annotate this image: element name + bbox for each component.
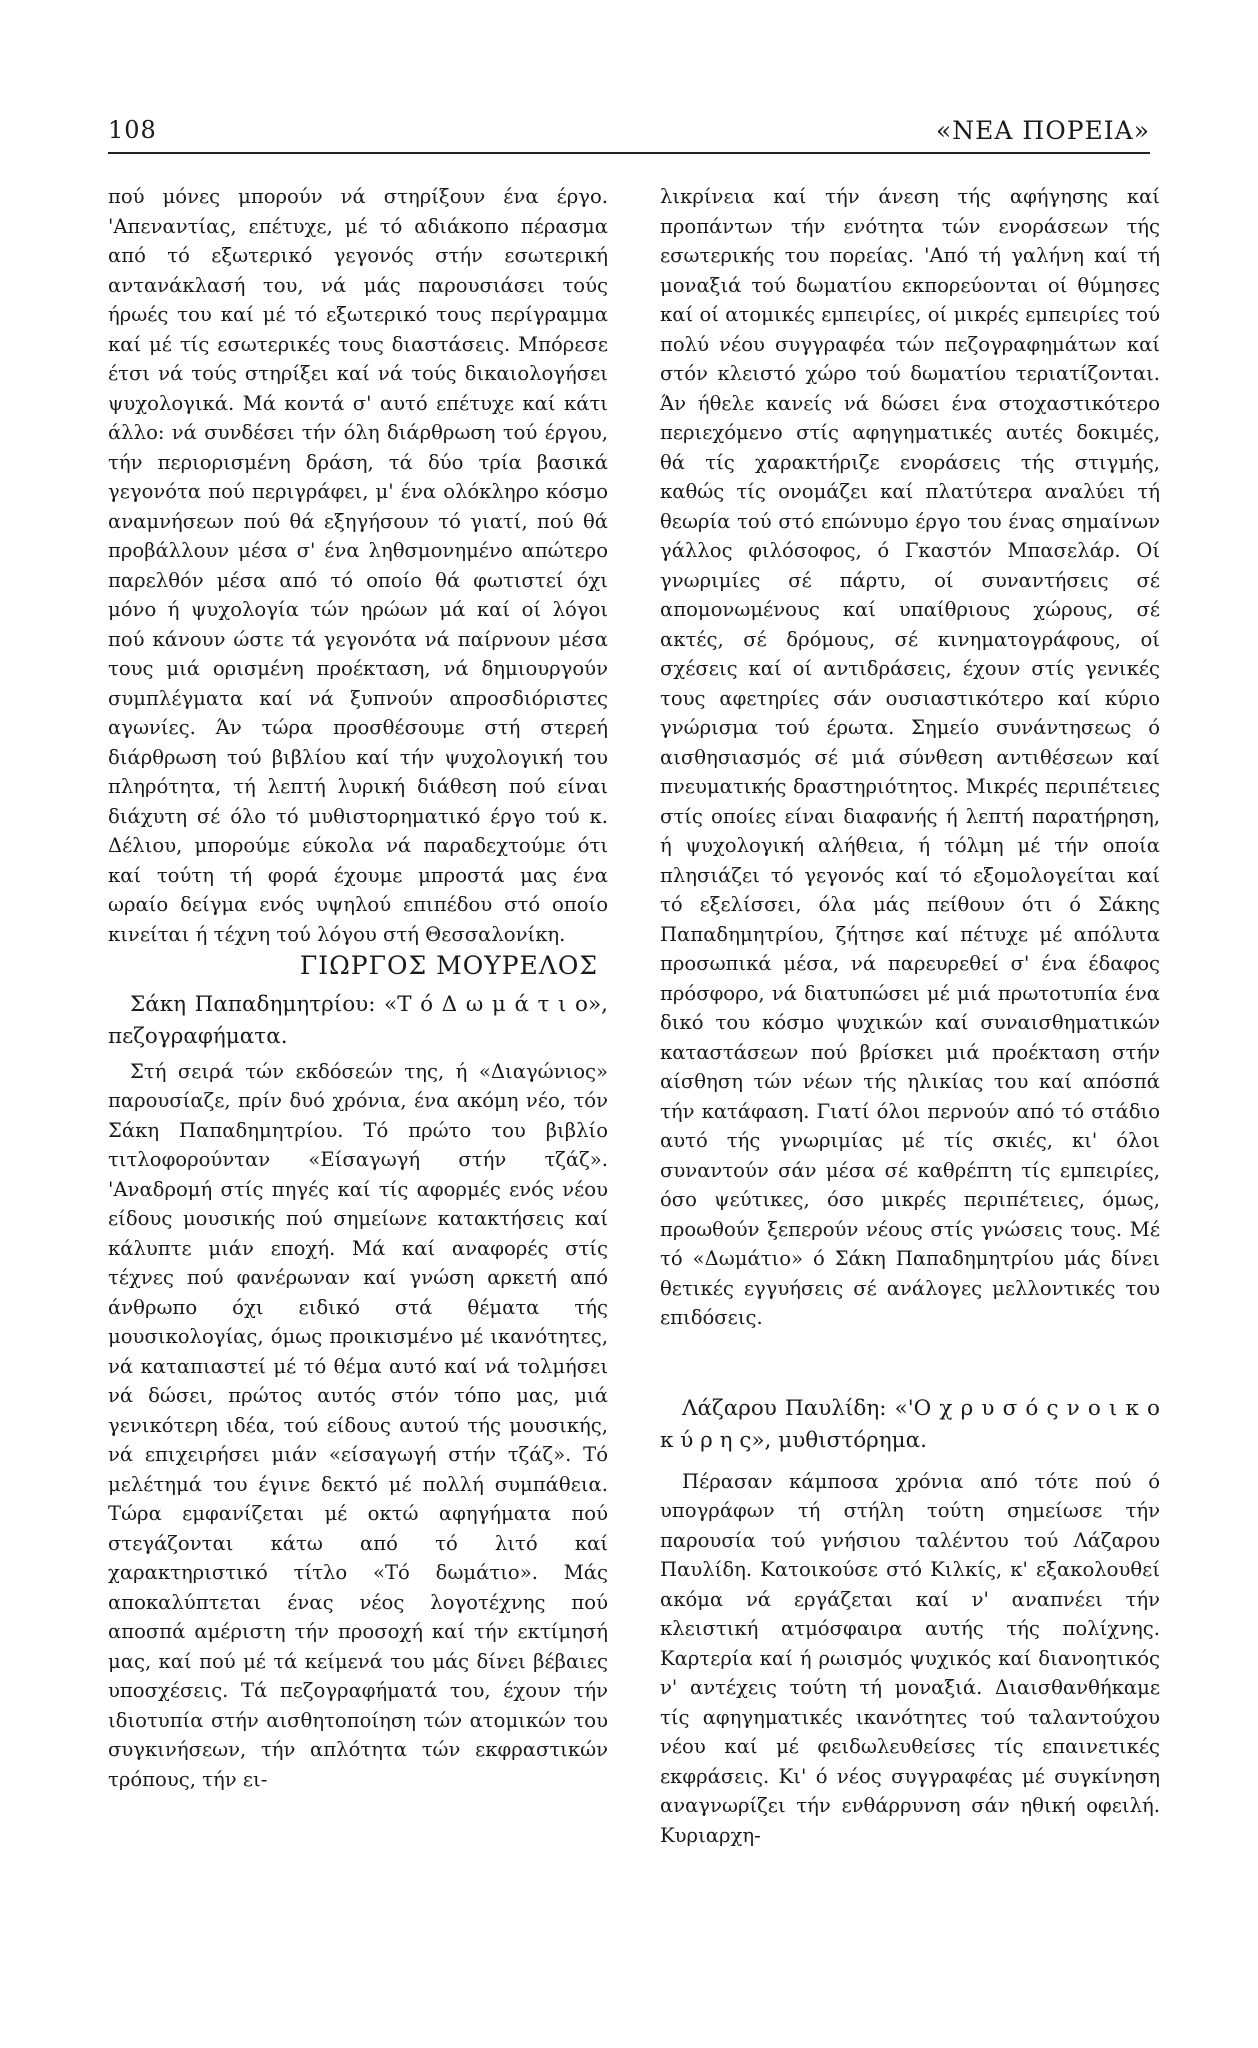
review-title-papadimitriou: Σάκη Παπαδημητρίου: «Τ ό Δ ω μ ά τ ι ο», πεζογραφήματα. [108, 991, 608, 1049]
right-column [660, 182, 1160, 1850]
header-rule [108, 152, 1150, 154]
review-author: ΓΙΩΡΓΟΣ ΜΟΥΡΕΛΟΣ [299, 951, 598, 980]
right-paragraph-1: λικρίνεια καί τήν άνεση τής αφήγησης καί προπάντων τήν ενότητα τών ενοράσεων τής εσωτερικής του πορείας. 'Από τή γαλήνη καί τή μοναξιά τού δωματίου εκπορεύονται οί θύμησες καί οί ατομικές εμπειρίες, οί μικρές εμπειρίες τού πολύ νέου συγγραφέα τών πεζογραφημάτων καί στόν κλειστό χώρο τού δωματίου τεριατίζονται. Άν ήθελε κανείς νά δώσει ένα στοχαστικότερο περιεχόμενο στίς αφηγηματικές αυτές δοκιμές, θά τίς χαρακτήριζε ενοράσεις τής στιγμής, καθώς τίς ονομάζει καί πλατύτερα αναλύει τή θεωρία τού στό επώνυμο έργο του ένας σημαίνων γάλλος φιλόσοφος, ό Γκαστόν Μπασελάρ. Οί γνωριμίες σέ πάρτυ, οί συναντήσεις σέ απομονωμένους καί υπαίθριους χώρους, σέ ακτές, σέ δρόμους, σέ κινηματογράφους, οί σχέσεις καί οί αντιδράσεις, έχουν στίς γενικές τους αφετηρίες σάν ουσιαστικότερο καί κύριο γνώρισμα τού έρωτα. Σημείο συνάντησεως ό αισθησιασμός σέ μιά σύνθεση αντιθέσεων καί πνευματικής δραστηριότητος. Μικρές περιπέτειες στίς οποίες είναι διαφανής ή λεπτή παρατήρηση, ή ψυχολογική αλήθεια, ή τόλμη μέ τήν οποία πλησιάζει τό γεγονός καί τό εξομολογείται καί τό εξελίσσει, όλα μάς πείθουν ότι ό Σάκης Παπαδημητρίου, ζήτησε καί πέτυχε μέ απόλυτα προσωπικά μέσα, νά παρευρεθεί σ' ένα έδαφος πρόσφορο, νά διατυπώσει μέ μιά πρωτοτυπία ένα δικό του κόσμο ψυχικών καί συναισθηματικών καταστάσεων πού βρίσκει μιά προέκταση στήν αίσθηση τών νέων τής ηλικίας του καί απόσπά τήν κατάφαση. Γιατί όλοι περνούν από τό στάδιο αυτό τής γνωριμίας μέ τίς σκιές, κι' όλοι συναντούν σάν μέσα σέ καθρέπτη τίς εμπειρίες, όσο ψεύτικες, όσο μικρές περιπέτειες, όμως, προωθούν ξεπερούν νέους στίς γνώσεις τους. Μέ τό «Δωμάτιο» ό Σάκη Παπαδημητρίου μάς δίνει θετικές εγγυήσεις σέ ανάλογες μελλοντικές του επιδόσεις. [660, 185, 1160, 1329]
journal-title: «ΝΕΑ ΠΟΡΕΙΑ» [935, 116, 1150, 145]
left-paragraph-1: πού μόνες μπορούν νά στηρίξουν ένα έργο. 'Απεναντίας, επέτυχε, μέ τό αδιάκοπο πέρασμα από τό εξωτερικό γεγονός στήν εσωτερική αντανάκλασή του, νά μάς παρουσιάσει τούς ήρωές του καί μέ τό εξωτερικό τους περίγραμμα καί μέ τίς εσωτερικές τους διαστάσεις. Μπόρεσε έτσι νά τούς στηρίξει καί νά τούς δικαιολογήσει ψυχολογικά. Μά κοντά σ' αυτό επέτυχε καί κάτι άλλο: νά συνδέσει τήν όλη διάρθρωση τού έργου, τήν περιορισμένη δράση, τά δύο τρία βασικά γεγονότα πού περιγράφει, μ' ένα ολόκληρο κόσμο αναμνήσεων πού θά εξηγήσουν τό γιατί, πού θά προβάλλουν μέσα σ' ένα ληθσμονημένο απώτερο παρελθόν μέσα από τό οποίο θά φωτιστεί όχι μόνο ή ψυχολογία τών ηρώων μά καί οί λόγοι πού κάνουν ώστε τά γεγονότα νά παίρνουν μέσα τους μιά ορισμένη προέκταση, νά δημιουργούν συμπλέγματα καί νά ξυπνούν απροσδιόριστες αγωνίες. Άν τώρα προσθέσουμε στή στερεή διάρθρωση τού βιβλίου καί τήν ψυχολογική του πληρότητα, τή λεπτή λυρική διάθεση πού είναι διάχυτη σέ όλο τό μυθιστορηματικό έργο τού κ. Δέλιου, μπορούμε εύκολα νά παραδεχτούμε ότι καί τούτη τή φορά έχουμε μπροστά μας ένα ωραίο δείγμα ενός υψηλού επιπέδου στό οποίο κινείται ή τέχνη τού λόγου στή Θεσσαλονίκη. [108, 185, 608, 946]
review-title-pavlidis: Λάζαρου Παυλίδη: «'Ο χ ρ υ σ ό ς ν ο ι κ ο κ ύ ρ η ς», μυθιστόρημα. [660, 1395, 1160, 1453]
page-number: 108 [108, 116, 157, 144]
left-paragraph-2: Στή σειρά τών εκδόσεών της, ή «Διαγώνιος» παρουσίαζε, πρίν δυό χρόνια, ένα ακόμη νέο, τόν Σάκη Παπαδημητρίου. Τό πρώτο του βιβλίο τιτλοφορούνταν «Είσαγωγή στήν τζάζ». 'Αναδρομή στίς πηγές καί τίς αφορμές ενός νέου είδους μουσικής πού σημείωνε κατακτήσεις καί κάλυπτε μιάν εποχή. Μά καί αναφορές στίς τέχνες πού φανέρωναν καί γνώση αρκετή από άνθρωπο όχι ειδικό στά θέματα τής μουσικολογίας, όμως προικισμένο μέ ικανότητες, νά καταπιαστεί μέ τό θέμα αυτό καί νά τολμήσει νά δώσει, πρώτος αυτός στόν τόπο μας, μιά γενικότερη ιδέα, τού είδους αυτού τής μουσικής, νά επιχειρήσει μιάν «είσαγωγή στήν τζάζ». Τό μελέτημά του έγινε δεκτό μέ πολλή συμπάθεια. Τώρα εμφανίζεται μέ οκτώ αφηγήματα πού στεγάζονται κάτω από τό λιτό καί χαρακτηριστικό τίτλο «Τό δωμάτιο». Μάς αποκαλύπτεται ένας νέος λογοτέχνης πού αποσπά αμέριστη τήν προσοχή καί τήν εκτίμησή μας, καί πού μέ τά κείμενά του μάς δίνει βέβαιες υποσχέσεις. Τά πεζογραφήματά του, έχουν τήν ιδιοτυπία στήν αισθητοποίηση τών ατομικών του συγκινήσεων, τήν απλότητα τών εκφραστικών τρόπους, τήν ει- [108, 1059, 608, 1791]
page-header [108, 116, 1150, 156]
right-paragraph-2: Πέρασαν κάμποσα χρόνια από τότε πού ό υπογράφων τή στήλη τούτη σημείωσε τήν παρουσία τού γνήσιου ταλέντου τού Λάζαρου Παυλίδη. Κατοικούσε στό Κιλκίς, κ' εξακολουθεί ακόμα νά εργάζεται καί ν' αναπνέει τήν κλειστική ατμόσφαιρα αυτής τής πολίχνης. Καρτερία καί ή ρωισμός ψυχικός καί διανοητικός ν' αντέχεις τούτη τή μοναξιά. Διαισθανθήκαμε τίς αφηγηματικές ικανότητες τού ταλαντούχου νέου καί μέ φειδωλευθείσες τίς επαινετικές εκφράσεις. Κι' ό νέος συγγραφέας μέ συγκίνηση αναγνωρίζει τήν ενθάρρυνση σάν ηθική οφειλή. Κυριαρχη- [660, 1469, 1160, 1847]
left-column [108, 182, 608, 1794]
